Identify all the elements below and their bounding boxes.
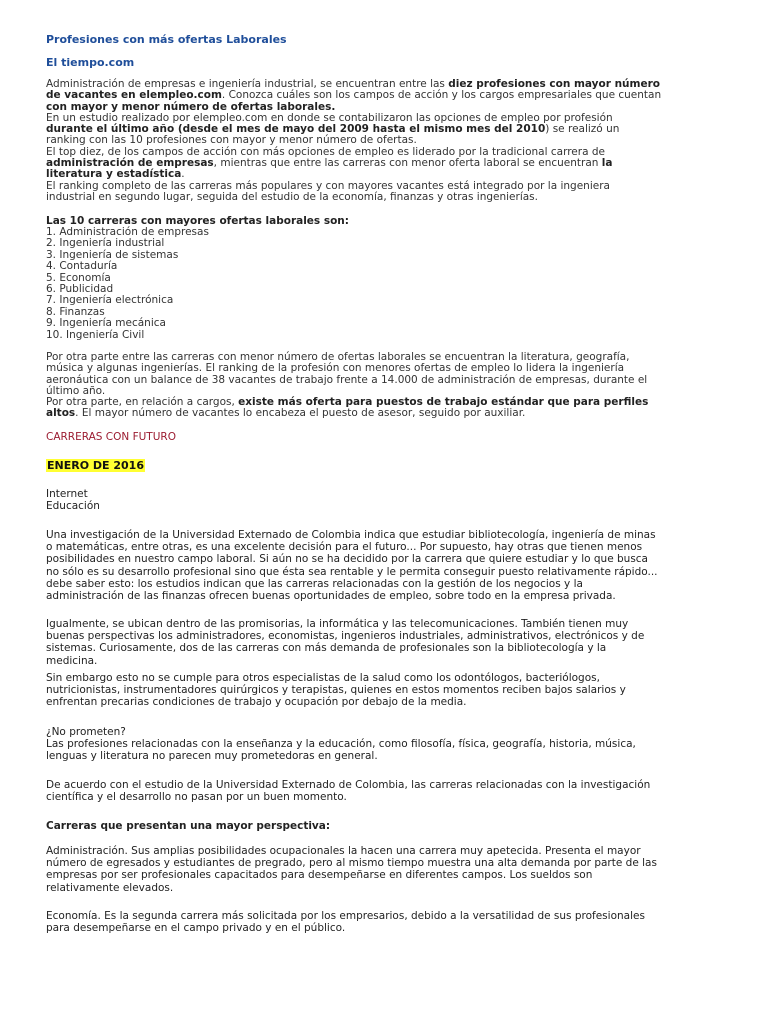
list-item: 10. Ingeniería Civil xyxy=(46,328,145,341)
list-item: 3. Ingeniería de sistemas xyxy=(46,248,179,261)
list-item: 5. Economía xyxy=(46,271,111,284)
intro-paragraph-4: El ranking completo de las carreras más populares y con mayores vacantes está integrado por la ingeniera industrial en segundo lugar, seguida del estudio de la economía, finanzas y otras ingenierías. xyxy=(46,179,610,203)
list-item: 1. Administración de empresas xyxy=(46,226,209,238)
list-item: 6. Publicidad xyxy=(46,283,114,296)
ranking-list xyxy=(46,227,209,341)
list-item: 4. Contaduría xyxy=(46,260,118,273)
closing-paragraph-2 xyxy=(46,397,662,420)
question-heading: ¿No prometen? xyxy=(46,726,126,738)
intro-bold: diez profesiones con mayor número de vacantes en elempleo.com xyxy=(46,78,660,102)
closing-text: Por otra parte, en relación a cargos, xyxy=(46,396,239,409)
closing-section xyxy=(46,352,662,420)
closing-text: . El mayor número de vacantes lo encabeza el puesto de asesor, seguido por auxiliar. xyxy=(75,407,526,420)
future-label: CARRERAS CON FUTURO xyxy=(46,431,176,443)
future-paragraph-3: Sin embargo esto no se cumple para otros especialistas de la salud como los odontólogos, bacteriólogos, nutricionistas, instrumentadores quirúrgicos y terapistas, quienes en estos momentos reciben bajos salarios y enfrentan precarias condiciones de trabajo y ocupación por debajo de la media. xyxy=(46,672,626,709)
future-paragraph-2: Igualmente, se ubican dentro de las promisorias, la informática y las telecomunicaciones. También tienen muy buenas perspectivas los administradores, economistas, ingenieros industriales, administrativos, electrónicos y de sistemas. Curiosamente, dos de las carreras con más demanda de profesionales son la bibliotecología y la medicina. xyxy=(46,618,645,667)
intro-paragraph-2 xyxy=(46,113,662,147)
intro-text: En un estudio realizado por elempleo.com en donde se contabilizaron las opciones de empleo por profesión xyxy=(46,111,613,124)
date-highlight: ENERO DE 2016 xyxy=(47,459,144,472)
intro-bold: con mayor y menor número de ofertas laborales. xyxy=(46,100,336,113)
intro-bold: durante el último año (desde el mes de mayo del 2009 hasta el mismo mes del 2010 xyxy=(46,123,546,136)
intro-text: . Conozca cuáles son los campos de acción y los cargos empresariales que cuentan xyxy=(221,89,662,102)
intro-text: Administración de empresas e ingeniería industrial, se encuentran entre las xyxy=(46,78,449,90)
intro-paragraph-1 xyxy=(46,79,662,113)
intro-text: , mientras que entre las carreras con menor oferta laboral se encuentran xyxy=(213,157,602,170)
intro-bold: administración de empresas xyxy=(46,157,214,170)
closing-paragraph-1: Por otra parte entre las carreras con menor número de ofertas laborales se encuentran la literatura, geografía, música y algunas ingenierías. El ranking de la profesión con menores ofertas de empleo lo lidera la ingeniería aeronáutica con un balance de 38 vacantes de trabajo frente a 14.000 de administración de empresas, durante el último año. xyxy=(46,351,648,397)
future-paragraph-4: Las profesiones relacionadas con la enseñanza y la educación, como filosofía, física, geografía, historia, música, lenguas y literatura no parecen muy prometedoras en general. xyxy=(46,738,636,763)
intro-bold: la literatura y estadística xyxy=(46,157,613,181)
tag-internet: Internet xyxy=(46,488,88,500)
future-paragraph-6: Administración. Sus amplias posibilidades ocupacionales la hacen una carrera muy apetecida. Presenta el mayor número de egresados y estudiantes de pregrado, pero al mismo tiempo muestra una alta demanda por parte de las empresas por ser profesionales capacitados para desempeñarse en diferentes campos. Los sueldos son relativamente elevados. xyxy=(46,845,657,894)
future-paragraph-5: De acuerdo con el estudio de la Universidad Externado de Colombia, las carreras relacionadas con la investigación científica y el desarrollo no pasan por un buen momento. xyxy=(46,779,651,804)
intro-text: El top diez, de los campos de acción con más opciones de empleo es liderado por la tradicional carrera de xyxy=(46,145,605,158)
intro-text: ) se realizó un ranking con las 10 profesiones con mayor y menor número de ofertas. xyxy=(46,123,620,147)
list-item: 8. Finanzas xyxy=(46,305,105,318)
perspective-heading: Carreras que presentan una mayor perspectiva: xyxy=(46,820,331,832)
intro-paragraph-3 xyxy=(46,147,662,181)
intro-text: . xyxy=(181,168,185,181)
tag-education: Educación xyxy=(46,500,100,512)
list-item: 9. Ingeniería mecánica xyxy=(46,317,166,330)
source-label: El tiempo.com xyxy=(46,56,135,69)
list-item: 7. Ingeniería electrónica xyxy=(46,294,174,307)
ranking-heading: Las 10 carreras con mayores ofertas laborales son: xyxy=(46,215,349,227)
list-item: 2. Ingeniería industrial xyxy=(46,237,165,250)
future-paragraph-7: Economía. Es la segunda carrera más solicitada por los empresarios, debido a la versatilidad de sus profesionales para desempeñarse en el campo privado y en el público. xyxy=(46,910,645,935)
page-title: Profesiones con más ofertas Laborales xyxy=(46,33,287,46)
closing-bold: existe más oferta para puestos de trabajo estándar que para perfiles altos xyxy=(46,396,649,420)
intro-section xyxy=(46,79,662,203)
future-paragraph-1: Una investigación de la Universidad Externado de Colombia indica que estudiar bibliotecología, ingeniería de minas o matemáticas, entre otras, es una excelente decisión para el futuro... Por supuesto, hay otras que tienen menos posibilidades en nuestro campo laboral. Si aún no se ha decidido por la carrera que quiere estudiar y lo que busca no sólo es su desarrollo profesional sino que ésta sea rentable y le permita conseguir puesto relativamente rápido... debe saber esto: los estudios indican que las carreras relacionadas con la gestión de los negocios y la administración de las finanzas ofrecen buenas oportunidades de empleo, sobre todo en la empresa privada. xyxy=(46,529,658,603)
